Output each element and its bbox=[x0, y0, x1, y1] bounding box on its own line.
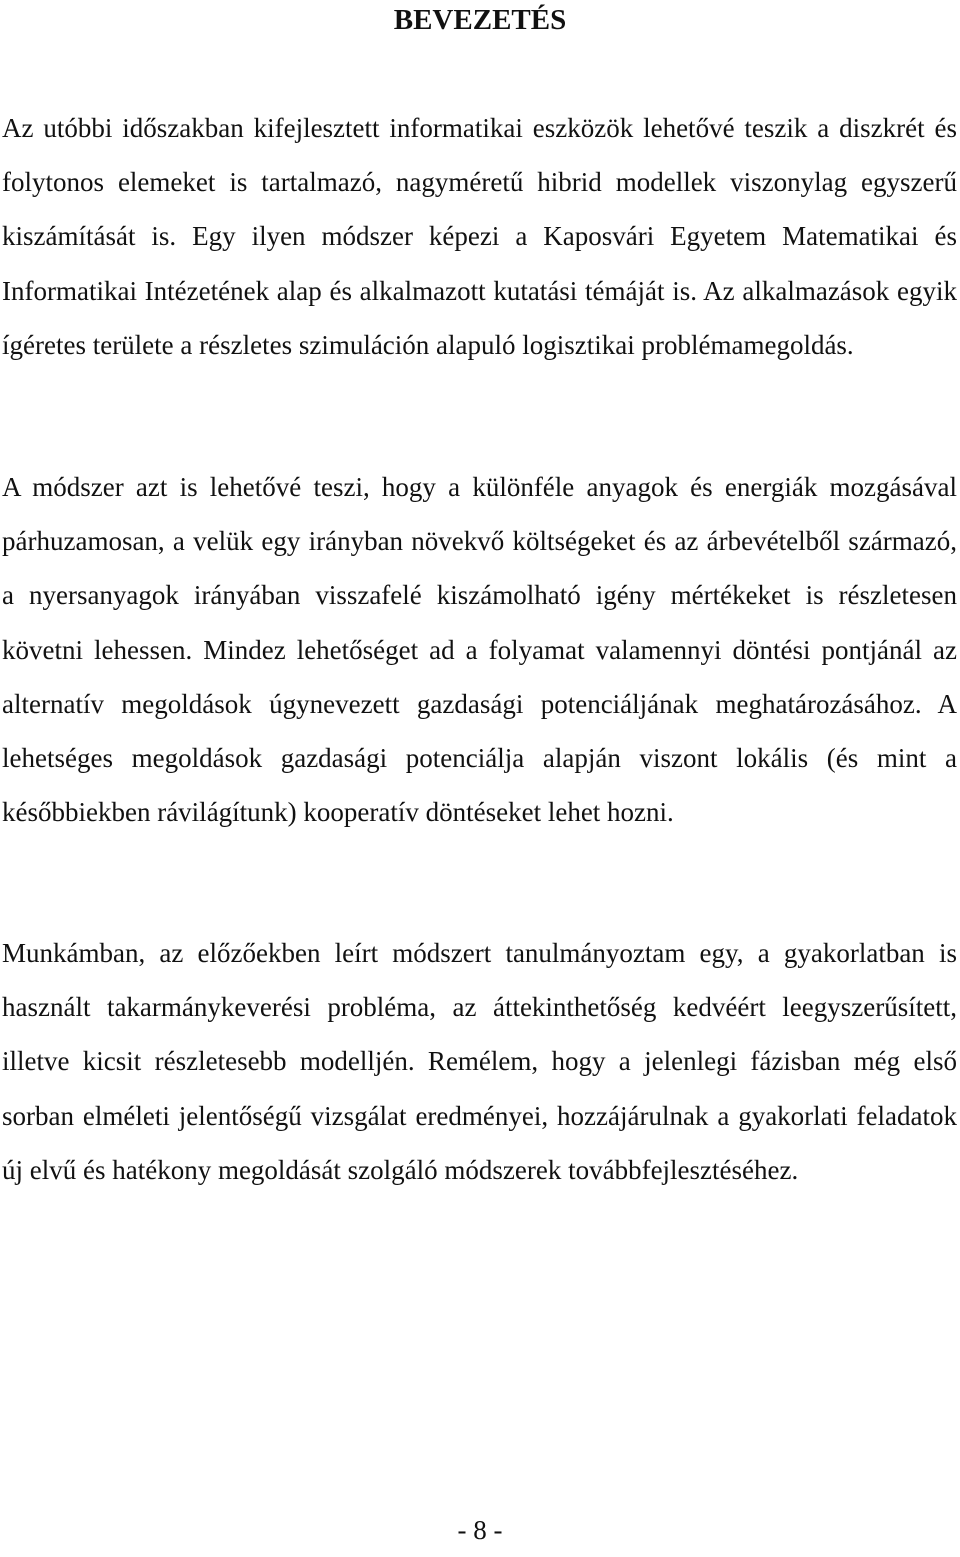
paragraph-3: Munkámban, az előzőekben leírt módszert tanulmányoztam egy, a gyakorlatban is használt takarmánykeverési probléma, az áttekinthetőség kedvéért leegyszerűsített, illetve kicsit részletesebb modelljén. Remélem, hogy a jelenlegi fázisban még első sorban elméleti jelentőségű vizsgálat eredményei, hozzájárulnak a gyakorlati feladatok új elvű és hatékony megoldását szolgáló módszerek továbbfejlesztéséhez. bbox=[2, 938, 957, 1185]
paragraph-1: Az utóbbi időszakban kifejlesztett informatikai eszközök lehetővé teszik a diszkrét és folytonos elemeket is tartalmazó, nagyméretű hibrid modellek viszonylag egyszerű kiszámítását is. Egy ilyen módszer képezi a Kaposvári Egyetem Matematikai és Informatikai Intézetének alap és alkalmazott kutatási témáját is. Az alkalmazások egyik ígéretes területe a részletes szimuláción alapuló logisztikai problémamegoldás. bbox=[2, 113, 957, 360]
paragraph-2: A módszer azt is lehetővé teszi, hogy a különféle anyagok és energiák mozgásával párhuzamosan, a velük egy irányban növekvő költségeket és az árbevételből származó, a nyersanyagok irányában visszafelé kiszámolható igény mértékeket is részletesen követni lehessen. Mindez lehetőséget ad a folyamat valamennyi döntési pontjánál az alternatív megoldások úgynevezett gazdasági potenciáljának meghatározásához. A lehetséges megoldások gazdasági potenciálja alapján viszont lokális (és mint a későbbiekben rávilágítunk) kooperatív döntéseket lehet hozni. bbox=[2, 472, 957, 828]
page-title: BEVEZETÉS bbox=[393, 4, 567, 36]
page-number: - 8 - bbox=[457, 1515, 503, 1545]
